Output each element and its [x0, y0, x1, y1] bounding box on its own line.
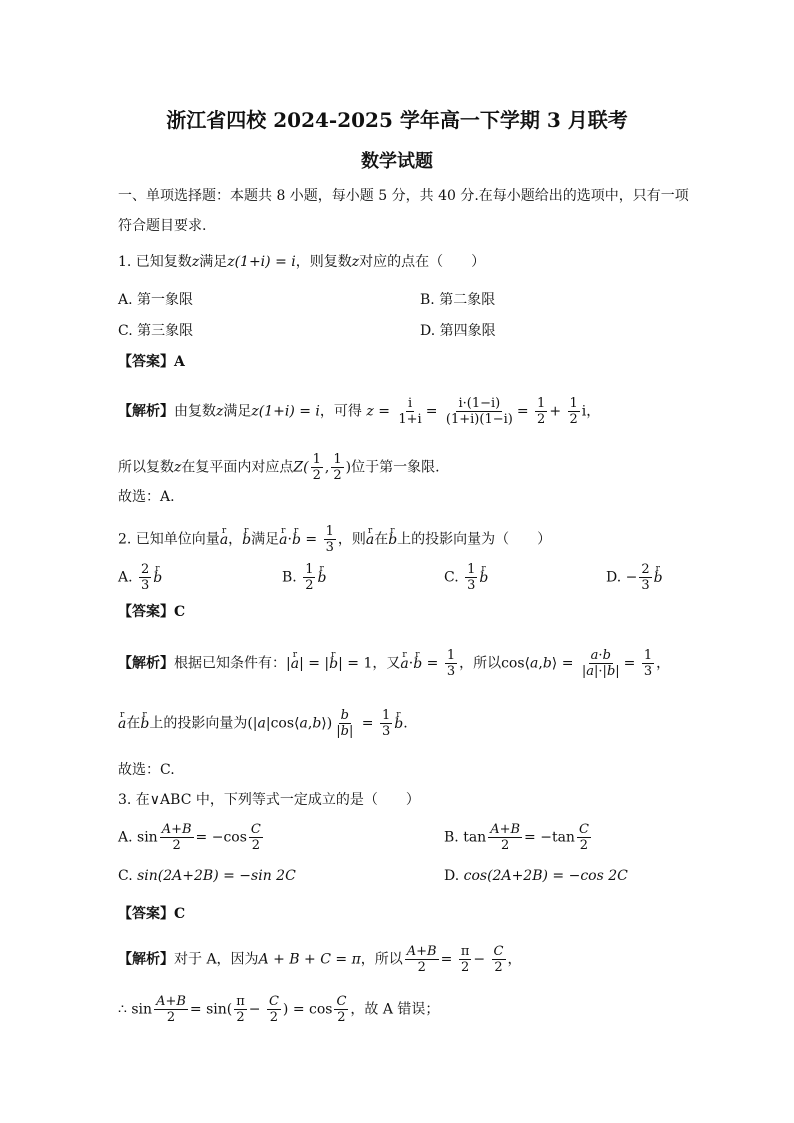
q3-option-b: B. tan $\frac{A+B}{2}$ = −tan $\frac{C}{2}$ — [444, 822, 589, 853]
section-heading-cont: 符合题目要求. — [118, 218, 207, 234]
q2-analysis: 【解析】根据已知条件有：|r a| = |r b| = 1，又r a·r b = $\frac{1}{3}$ ，所以cos⟨a,b⟩ = $\frac{a\cdot b}{|a|\cdot|b|}$ = $\frac{1}{3}$ ， — [118, 648, 670, 679]
q2-option-d: D. − $\frac{2}{3}$ r b — [606, 562, 663, 593]
q2-conclusion: 故选：C. — [118, 762, 175, 778]
q2-option-b: B. $\frac{1}{2}$ r b — [282, 562, 326, 593]
q3-analysis: 【解析】对于 A，因为A + B + C = π，所以 $\frac{A+B}{2}$ = $\frac{\pi}{2}$ − $\frac{C}{2}$ ， — [118, 944, 522, 975]
q2-option-c: C. $\frac{1}{3}$ r b — [444, 562, 488, 593]
q3-option-d: D. cos(2A+2B) = −cos 2C — [444, 868, 628, 884]
q3-analysis-2: ∴ sin $\frac{A+B}{2}$ = sin( $\frac{\pi}{2}$ − $\frac{C}{2}$ ) = cos $\frac{C}{2}$ ，故 A 错误； — [118, 994, 440, 1025]
q3-stem: 3. 在∨ABC 中，下列等式一定成立的是（ ） — [118, 792, 420, 808]
q1-stem: 1. 已知复数z满足z(1+i) = i，则复数z对应的点在（ ） — [118, 254, 486, 270]
q2-analysis-2: r a在r b上的投影向量为(|a|cos⟨a,b⟩) $\frac{b}{|b|}$ = $\frac{1}{3}$ r b. — [118, 708, 408, 739]
q1-option-d: D. 第四象限 — [420, 323, 496, 339]
q1-conclusion: 故选：A. — [118, 489, 175, 505]
page-subtitle: 数学试题 — [361, 151, 433, 172]
q3-option-c: C. sin(2A+2B) = −sin 2C — [118, 868, 296, 884]
q1-option-a: A. 第一象限 — [118, 292, 194, 308]
q3-answer: 【答案】C — [118, 906, 186, 922]
q2-answer: 【答案】C — [118, 604, 186, 620]
q1-analysis-2: 所以复数z在复平面内对应点Z( $\frac{1}{2}$ , $\frac{1}{2}$ )位于第一象限. — [118, 452, 440, 483]
q1-analysis: 【解析】由复数z满足z(1+i) = i，可得 z = $\frac{i}{1+i}$ = $\frac{i\cdot(1-i)}{(1+i)(1-i)}$ = $\frac{1}{2}$ + $\frac{1}{2}$ i， — [118, 396, 601, 427]
q2-option-a: A. $\frac{2}{3}$ r b — [118, 562, 162, 593]
q1-option-b: B. 第二象限 — [420, 292, 496, 308]
section-heading: 一、单项选择题：本题共 8 小题，每小题 5 分，共 40 分.在每小题给出的选项中，只有一项 — [118, 188, 689, 204]
q3-option-a: A. sin $\frac{A+B}{2}$ = −cos $\frac{C}{2}$ — [118, 822, 261, 853]
q2-stem: 2. 已知单位向量r a，r b满足r a·r b = $\frac{1}{3}$ ，则r a在r b上的投影向量为（ ） — [118, 524, 551, 555]
page-title: 浙江省四校 2024-2025 学年高一下学期 3 月联考 — [166, 108, 628, 132]
q1-answer: 【答案】A — [118, 354, 185, 370]
q1-option-c: C. 第三象限 — [118, 323, 194, 339]
